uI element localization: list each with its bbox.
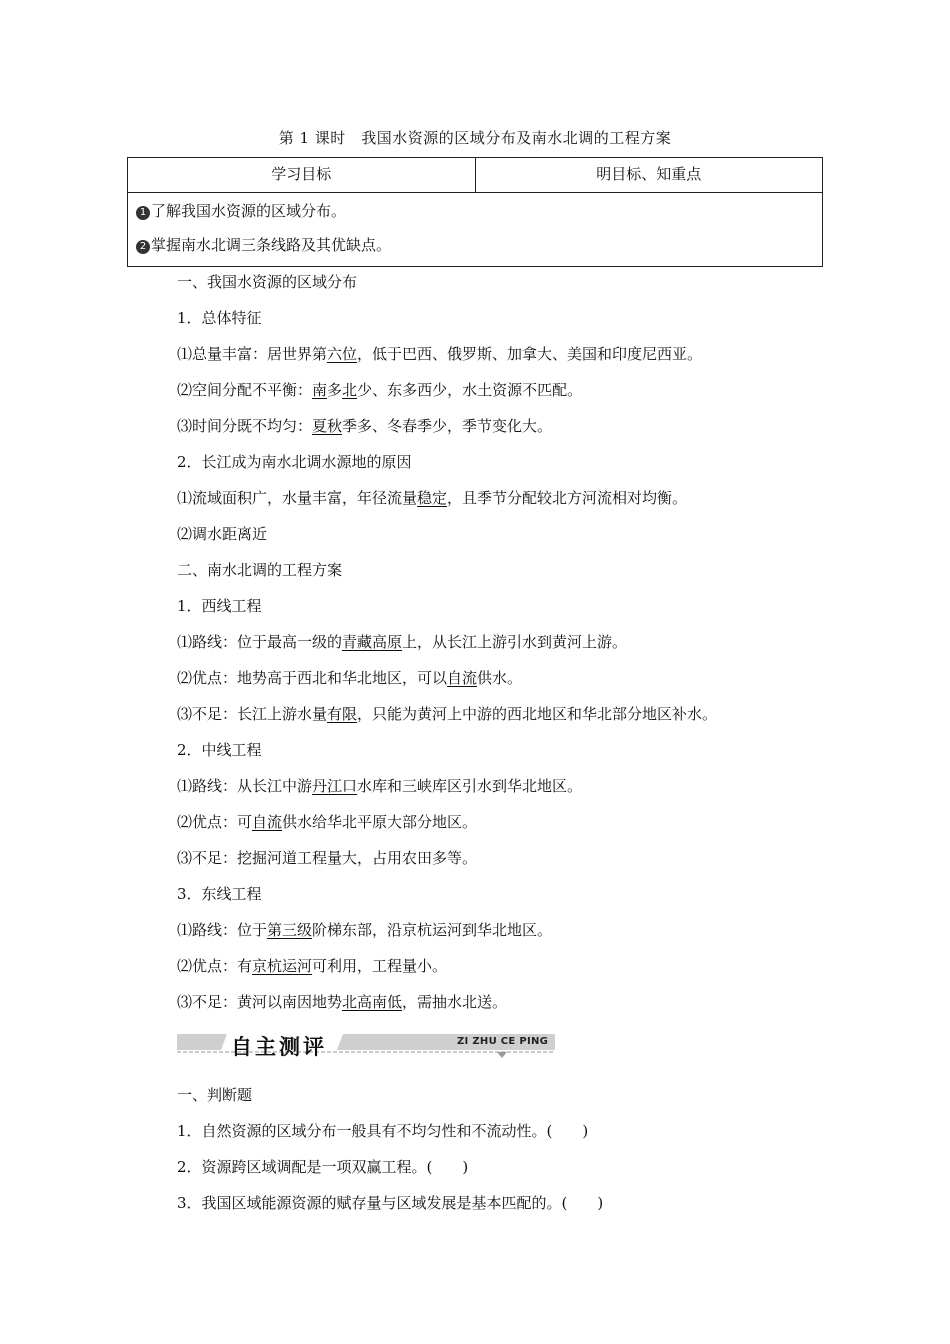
subsection-heading: 2．长江成为南水北调水源地的原因 xyxy=(177,453,412,471)
answer-blank: 丹江口 xyxy=(312,777,358,795)
content-line: ⑶不足：长江上游水量有限，只能为黄河上中游的西北地区和华北部分地区补水。 xyxy=(177,705,718,723)
banner-title: 自主测评 xyxy=(231,1035,327,1059)
section-heading: 一、我国水资源的区域分布 xyxy=(177,273,358,291)
objective-item xyxy=(136,234,391,255)
subsection-heading: 1．总体特征 xyxy=(177,309,262,327)
answer-blank: 自流 xyxy=(447,669,478,687)
content-line: ⑴流域面积广，水量丰富，年径流量稳定，且季节分配较北方河流相对均衡。 xyxy=(177,489,688,507)
page-title: 第 1 课时 我国水资源的区域分布及南水北调的工程方案 xyxy=(278,129,672,147)
content-line: ⑶不足：挖掘河道工程量大，占用农田多等。 xyxy=(177,849,478,867)
content-line: ⑵空间分配不平衡：南多北少、东多西少，水土资源不匹配。 xyxy=(177,381,583,399)
objective-text: 掌握南水北调三条线路及其优缺点。 xyxy=(151,236,392,254)
content-line: ⑵优点：有京杭运河可利用，工程量小。 xyxy=(177,957,448,975)
number-badge-icon: 1 xyxy=(136,206,150,220)
subsection-heading: 1．西线工程 xyxy=(177,597,262,615)
subsection-heading: 2．中线工程 xyxy=(177,741,262,759)
content-line: ⑵优点：可自流供水给华北平原大部分地区。 xyxy=(177,813,478,831)
quiz-question: 3．我国区域能源资源的赋存量与区域发展是基本匹配的。( ) xyxy=(177,1194,604,1212)
quiz-question: 1．自然资源的区域分布一般具有不均匀性和不流动性。( ) xyxy=(177,1122,589,1140)
content-line: ⑶时间分既不均匀：夏秋季多、冬春季少，季节变化大。 xyxy=(177,417,553,435)
answer-blank: 北高南低 xyxy=(342,993,403,1011)
objective-text: 了解我国水资源的区域分布。 xyxy=(151,202,347,220)
answer-blank: 北 xyxy=(342,381,358,399)
answer-blank: 青藏高原 xyxy=(342,633,403,651)
objectives-header-left: 学习目标 xyxy=(128,158,476,192)
answer-blank: 第三级 xyxy=(267,921,313,939)
answer-blank: 稳定 xyxy=(417,489,448,507)
quiz-question: 2．资源跨区域调配是一项双赢工程。( ) xyxy=(177,1158,469,1176)
answer-blank: 六位 xyxy=(327,345,358,363)
subsection-heading: 3．东线工程 xyxy=(177,885,262,903)
answer-blank: 有限 xyxy=(327,705,358,723)
content-line: ⑴总量丰富：居世界第六位，低于巴西、俄罗斯、加拿大、美国和印度尼西亚。 xyxy=(177,345,703,363)
content-line: ⑴路线：位于最高一级的青藏高原上，从长江上游引水到黄河上游。 xyxy=(177,633,628,651)
answer-blank: 自流 xyxy=(252,813,283,831)
content-line: ⑴路线：位于第三级阶梯东部，沿京杭运河到华北地区。 xyxy=(177,921,553,939)
objectives-header xyxy=(128,158,822,193)
content-line: ⑴路线：从长江中游丹江口水库和三峡库区引水到华北地区。 xyxy=(177,777,583,795)
objective-item xyxy=(136,200,346,221)
answer-blank: 京杭运河 xyxy=(252,957,313,975)
answer-blank: 夏秋 xyxy=(312,417,343,435)
section-heading: 二、南水北调的工程方案 xyxy=(177,561,343,579)
content-line: ⑵优点：地势高于西北和华北地区，可以自流供水。 xyxy=(177,669,523,687)
learning-objectives-table xyxy=(127,157,823,267)
objectives-header-right: 明目标、知重点 xyxy=(596,165,702,183)
banner-subtitle: ZI ZHU CE PING xyxy=(457,1036,549,1047)
answer-blank: 南 xyxy=(312,381,328,399)
number-badge-icon: 2 xyxy=(136,240,150,254)
content-line: ⑵调水距离近 xyxy=(177,525,268,543)
content-line: ⑶不足：黄河以南因地势北高南低，需抽水北送。 xyxy=(177,993,508,1011)
quiz-heading: 一、判断题 xyxy=(177,1086,253,1104)
self-assessment-banner xyxy=(177,1030,557,1060)
